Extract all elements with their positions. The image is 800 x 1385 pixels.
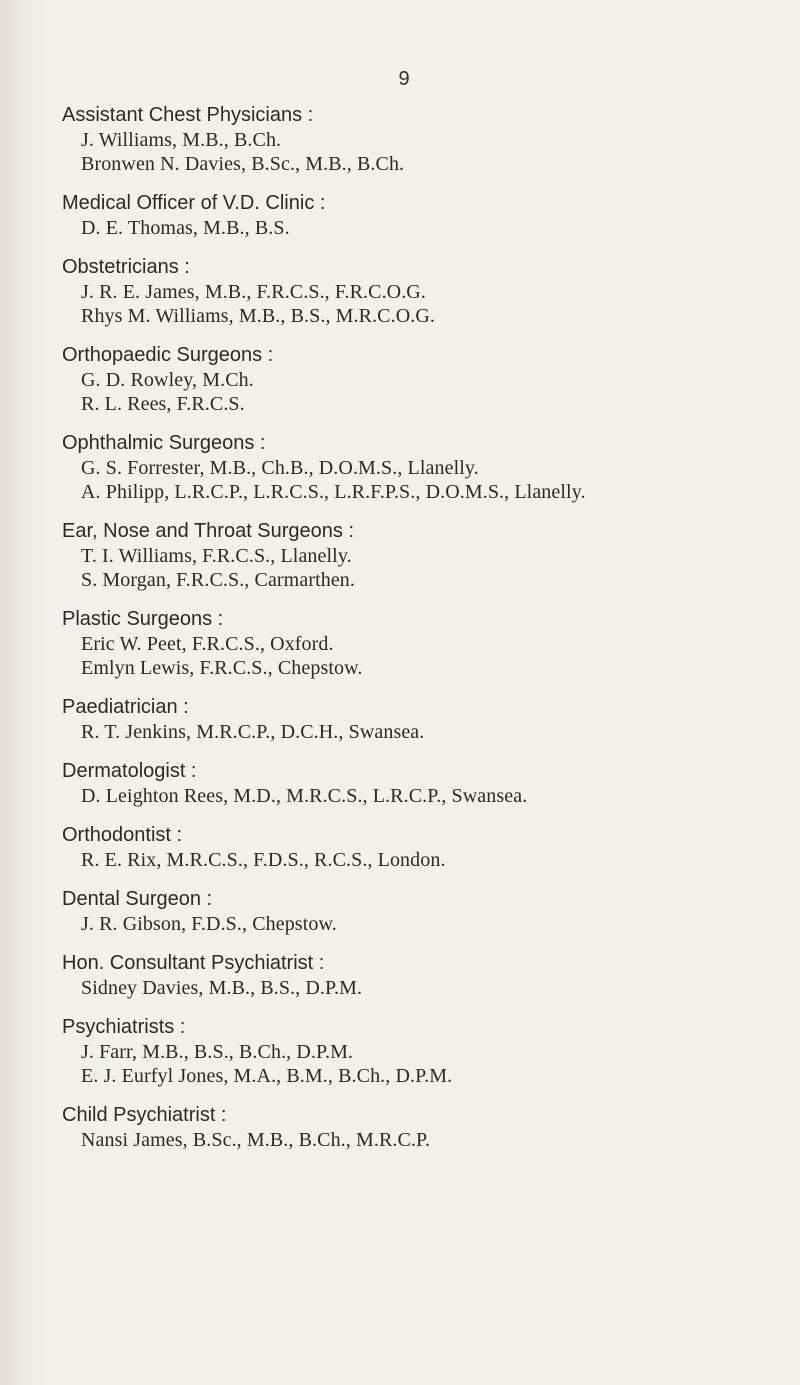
section-dental-surgeon	[62, 887, 800, 936]
staff-entry: D. Leighton Rees, M.D., M.R.C.S., L.R.C.P., Swansea.	[81, 785, 528, 807]
section-heading: Child Psychiatrist :	[62, 1104, 227, 1126]
section-heading: Ophthalmic Surgeons :	[62, 432, 266, 454]
staff-entry: D. E. Thomas, M.B., B.S.	[81, 217, 290, 239]
staff-entry: Rhys M. Williams, M.B., B.S., M.R.C.O.G.	[81, 305, 435, 327]
staff-entry: J. R. Gibson, F.D.S., Chepstow.	[81, 913, 337, 935]
section-heading: Ear, Nose and Throat Surgeons :	[62, 520, 355, 542]
staff-list	[62, 103, 800, 1167]
staff-entry: Emlyn Lewis, F.R.C.S., Chepstow.	[81, 657, 363, 679]
section-ophthalmic-surgeons	[62, 431, 800, 504]
staff-entry: S. Morgan, F.R.C.S., Carmarthen.	[81, 569, 356, 591]
section-heading: Hon. Consultant Psychiatrist :	[62, 952, 325, 974]
section-orthodontist	[62, 823, 800, 872]
staff-entry: E. J. Eurfyl Jones, M.A., B.M., B.Ch., D.P.M.	[81, 1065, 453, 1087]
section-paediatrician	[62, 695, 800, 744]
section-orthopaedic-surgeons	[62, 343, 800, 416]
staff-entry: Sidney Davies, M.B., B.S., D.P.M.	[81, 977, 363, 999]
staff-entry: Eric W. Peet, F.R.C.S., Oxford.	[81, 633, 334, 655]
section-heading: Dental Surgeon :	[62, 888, 213, 910]
section-heading: Psychiatrists :	[62, 1016, 186, 1038]
staff-entry: R. L. Rees, F.R.C.S.	[81, 393, 245, 415]
section-dermatologist	[62, 759, 800, 808]
staff-entry: R. T. Jenkins, M.R.C.P., D.C.H., Swansea.	[81, 721, 425, 743]
staff-entry: J. Williams, M.B., B.Ch.	[81, 129, 282, 151]
section-assistant-chest-physicians	[62, 103, 800, 176]
section-child-psychiatrist	[62, 1103, 800, 1152]
page-number: 9	[398, 68, 410, 90]
staff-entry: A. Philipp, L.R.C.P., L.R.C.S., L.R.F.P.S., D.O.M.S., Llanelly.	[81, 481, 586, 503]
section-hon-consultant-psychiatrist	[62, 951, 800, 1000]
section-heading: Dermatologist :	[62, 760, 197, 782]
staff-entry: J. Farr, M.B., B.S., B.Ch., D.P.M.	[81, 1041, 354, 1063]
section-heading: Orthopaedic Surgeons :	[62, 344, 274, 366]
staff-entry: G. D. Rowley, M.Ch.	[81, 369, 254, 391]
section-heading: Medical Officer of V.D. Clinic :	[62, 192, 326, 214]
section-obstetricians	[62, 255, 800, 328]
staff-entry: T. I. Williams, F.R.C.S., Llanelly.	[81, 545, 352, 567]
section-plastic-surgeons	[62, 607, 800, 680]
staff-entry: Bronwen N. Davies, B.Sc., M.B., B.Ch.	[81, 153, 405, 175]
section-heading: Orthodontist :	[62, 824, 183, 846]
section-heading: Plastic Surgeons :	[62, 608, 224, 630]
staff-entry: Nansi James, B.Sc., M.B., B.Ch., M.R.C.P.	[81, 1129, 431, 1151]
page-gutter-shadow	[0, 0, 48, 1385]
section-heading: Paediatrician :	[62, 696, 189, 718]
staff-entry: J. R. E. James, M.B., F.R.C.S., F.R.C.O.G.	[81, 281, 426, 303]
staff-entry: R. E. Rix, M.R.C.S., F.D.S., R.C.S., London.	[81, 849, 446, 871]
section-heading: Obstetricians :	[62, 256, 190, 278]
section-psychiatrists	[62, 1015, 800, 1088]
staff-entry: G. S. Forrester, M.B., Ch.B., D.O.M.S., Llanelly.	[81, 457, 479, 479]
section-medical-officer-vd-clinic	[62, 191, 800, 240]
section-ent-surgeons	[62, 519, 800, 592]
section-heading: Assistant Chest Physicians :	[62, 104, 314, 126]
